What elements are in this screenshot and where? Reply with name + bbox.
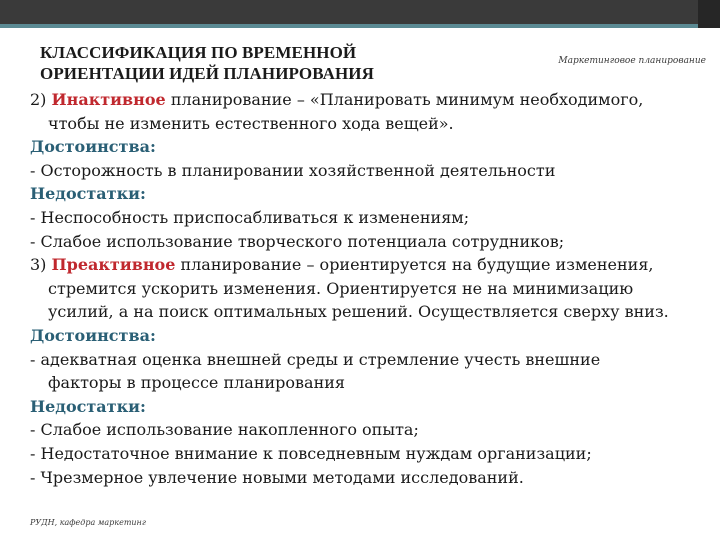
inactive-term: Инактивное bbox=[51, 90, 166, 109]
inactive-advantages-header: Достоинства: bbox=[30, 137, 156, 157]
proactive-advantages-header: Достоинства: bbox=[30, 325, 156, 345]
inactive-desc-1: планирование – «Планировать минимум необходимого, bbox=[170, 90, 644, 109]
inactive-disadvantage-item: - Слабое использование творческого потенциала сотрудников; bbox=[30, 231, 565, 251]
inactive-advantage-item: - Осторожность в планировании хозяйственной деятельности bbox=[30, 160, 556, 180]
inactive-num: 2) bbox=[30, 90, 47, 109]
inactive-disadvantages-header: Недостатки: bbox=[30, 184, 146, 204]
proactive-disadvantage-item: - Недостаточное внимание к повседневным нуждам организации; bbox=[30, 443, 592, 463]
inactive-desc-2: чтобы не изменить естественного хода вещей». bbox=[48, 113, 454, 133]
proactive-advantage-line-2: факторы в процессе планирования bbox=[48, 373, 346, 393]
inactive-intro bbox=[30, 88, 710, 112]
footer-label: РУДН, кафедра маркетинг bbox=[30, 518, 146, 527]
proactive-num: 3) bbox=[30, 255, 47, 275]
proactive-disadvantage-item: - Слабое использование накопленного опыта; bbox=[30, 420, 419, 440]
proactive-disadvantage-item: - Чрезмерное увлечение новыми методами исследований. bbox=[30, 467, 524, 487]
proactive-desc-3: усилий, а на поиск оптимальных решений. Осуществляется сверху вниз. bbox=[48, 302, 669, 322]
proactive-desc-2: стремится ускорить изменения. Ориентируется не на минимизацию bbox=[48, 278, 634, 298]
proactive-desc-1: планирование – ориентируется на будущие изменения, bbox=[180, 255, 654, 275]
proactive-advantage-line-1: - адекватная оценка внешней среды и стремление учесть внешние bbox=[30, 349, 601, 369]
top-accent-stripe bbox=[0, 24, 698, 28]
proactive-intro bbox=[30, 253, 710, 277]
title-line-2: ОРИЕНТАЦИИ ИДЕЙ ПЛАНИРОВАНИЯ bbox=[40, 64, 375, 83]
top-bar bbox=[0, 0, 720, 24]
proactive-term: Преактивное bbox=[51, 255, 176, 275]
proactive-disadvantages-header: Недостатки: bbox=[30, 396, 146, 416]
slide-title bbox=[40, 42, 470, 84]
slide-body bbox=[30, 88, 710, 489]
inactive-disadvantage-item: - Неспособность приспосабливаться к изменениям; bbox=[30, 207, 470, 227]
title-line-1: КЛАССИФИКАЦИЯ ПО ВРЕМЕННОЙ bbox=[40, 43, 357, 62]
top-corner-block bbox=[698, 0, 720, 28]
department-label: Маркетинговое планирование bbox=[558, 56, 706, 66]
